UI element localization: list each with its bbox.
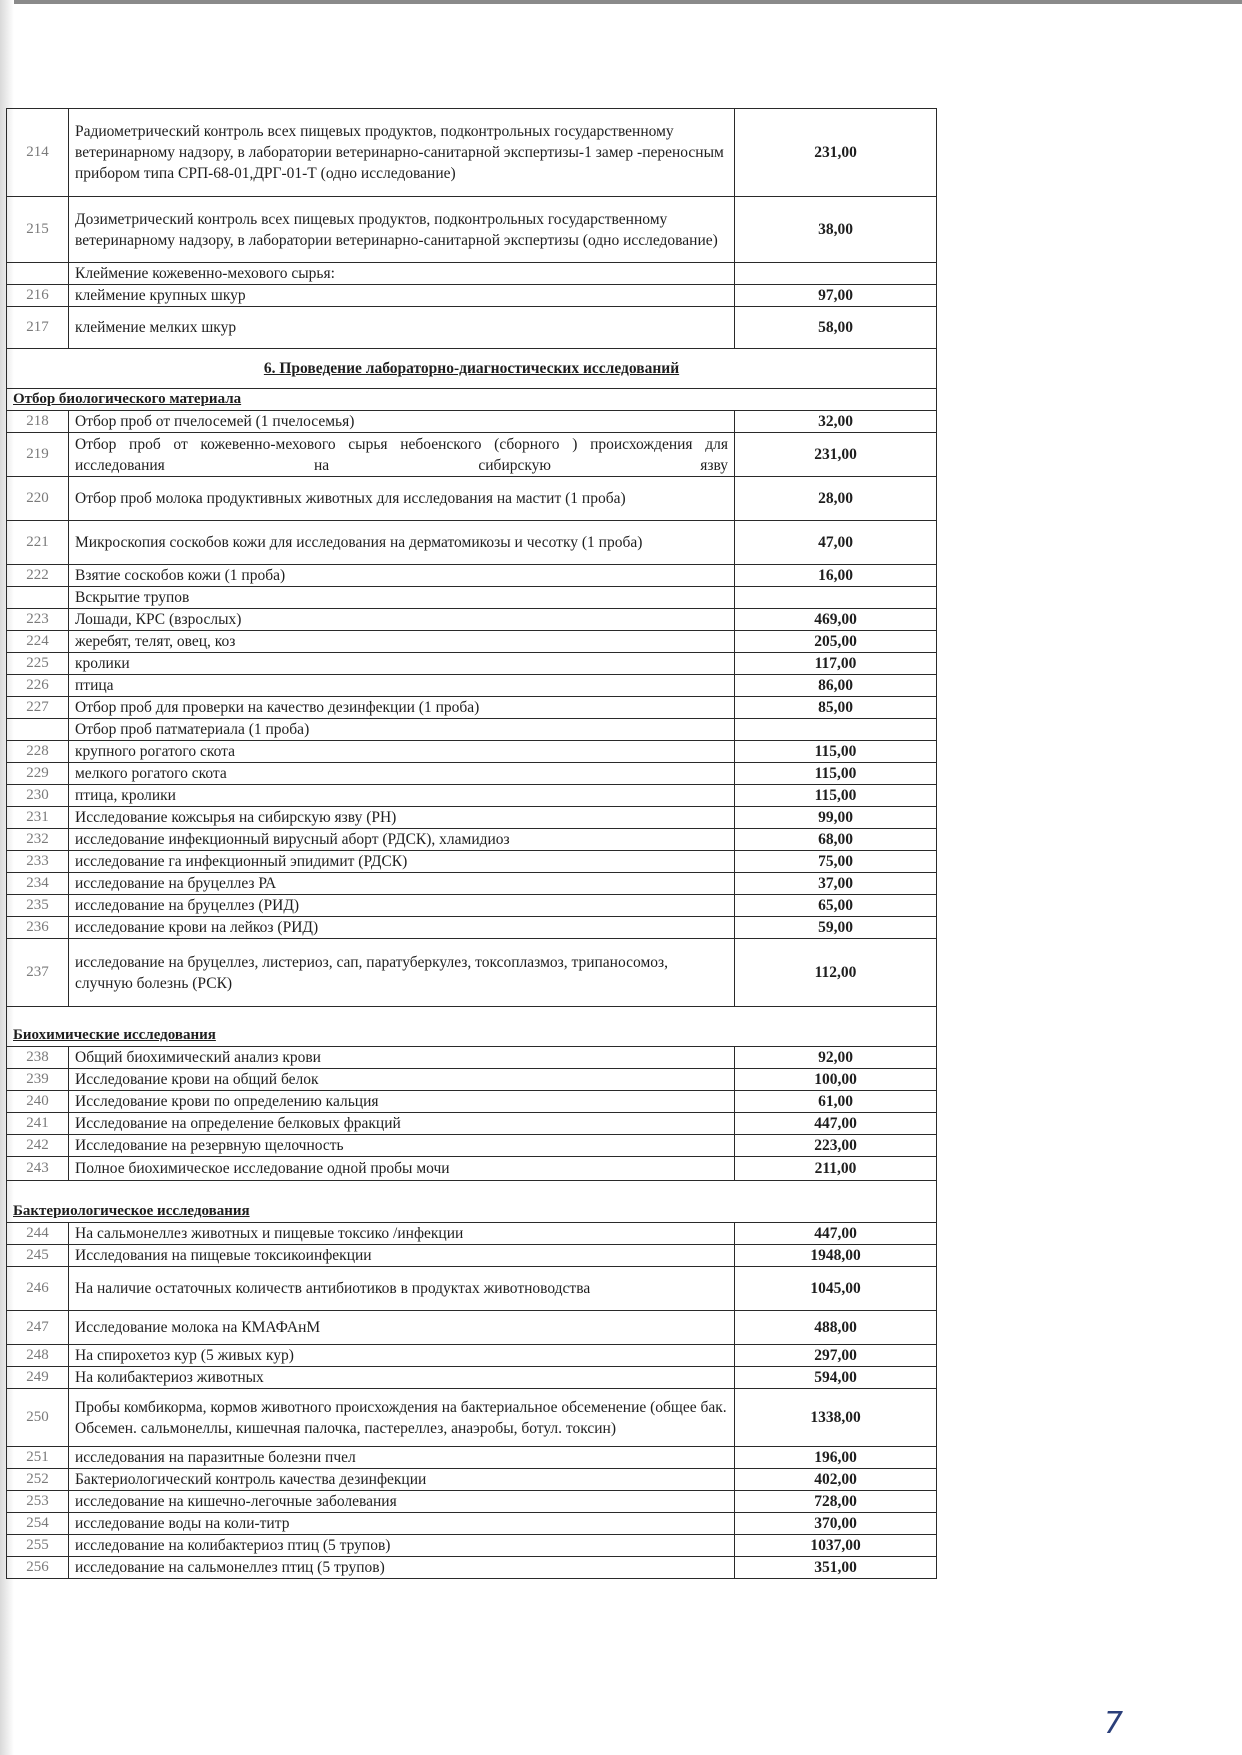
table-row xyxy=(7,197,937,263)
table-row xyxy=(7,263,937,285)
row-number: 239 xyxy=(7,1069,69,1091)
service-name: исследование инфекционный вирусный аборт (РДСК), хламидиоз xyxy=(69,829,735,851)
row-number: 232 xyxy=(7,829,69,851)
service-price: 115,00 xyxy=(735,785,937,807)
service-name: Отбор проб патматериала (1 проба) xyxy=(69,719,735,741)
service-price: 97,00 xyxy=(735,285,937,307)
service-price: 115,00 xyxy=(735,763,937,785)
group-heading: Бактериологическое исследования xyxy=(7,1181,937,1223)
row-number: 215 xyxy=(7,197,69,263)
service-name: исследование на бруцеллез, листериоз, сап, паратуберкулез, токсоплазмоз, трипаносомоз, случную болезнь (РСК) xyxy=(69,939,735,1007)
service-price: 47,00 xyxy=(735,521,937,565)
service-name: Отбор проб от пчелосемей (1 пчелосемья) xyxy=(69,411,735,433)
table-row xyxy=(7,873,937,895)
table-row xyxy=(7,411,937,433)
service-name: Отбор проб для проверки на качество дезинфекции (1 проба) xyxy=(69,697,735,719)
service-price: 117,00 xyxy=(735,653,937,675)
service-price: 59,00 xyxy=(735,917,937,939)
row-number xyxy=(7,263,69,285)
service-name: Исследование на резервную щелочность xyxy=(69,1135,735,1157)
table-row xyxy=(7,917,937,939)
table-row xyxy=(7,1245,937,1267)
group-heading-row xyxy=(7,1007,937,1047)
table-row xyxy=(7,1069,937,1091)
service-name: Микроскопия соскобов кожи для исследования на дерматомикозы и чесотку (1 проба) xyxy=(69,521,735,565)
table-row xyxy=(7,1267,937,1311)
table-row xyxy=(7,829,937,851)
row-number: 227 xyxy=(7,697,69,719)
table-row xyxy=(7,763,937,785)
table-row xyxy=(7,1389,937,1447)
service-price: 231,00 xyxy=(735,433,937,477)
service-price: 61,00 xyxy=(735,1091,937,1113)
row-number: 220 xyxy=(7,477,69,521)
table-row xyxy=(7,109,937,197)
row-number: 223 xyxy=(7,609,69,631)
service-name: Дозиметрический контроль всех пищевых продуктов, подконтрольных государственному ветеринарному надзору, в лаборатории ветеринарно-санитарной экспертизы (одно исследование) xyxy=(69,197,735,263)
table-row xyxy=(7,1513,937,1535)
table-row xyxy=(7,1157,937,1181)
row-number: 219 xyxy=(7,433,69,477)
page-number: 7 xyxy=(1104,1706,1124,1741)
row-number: 240 xyxy=(7,1091,69,1113)
row-number: 225 xyxy=(7,653,69,675)
row-number: 229 xyxy=(7,763,69,785)
service-price: 447,00 xyxy=(735,1223,937,1245)
row-number: 226 xyxy=(7,675,69,697)
row-number: 255 xyxy=(7,1535,69,1557)
service-name: исследование га инфекционный эпидимит (РДСК) xyxy=(69,851,735,873)
row-number: 236 xyxy=(7,917,69,939)
service-name: исследование на бруцеллез (РИД) xyxy=(69,895,735,917)
row-number: 214 xyxy=(7,109,69,197)
group-heading: Отбор биологического материала xyxy=(7,389,937,411)
service-price: 469,00 xyxy=(735,609,937,631)
row-number: 243 xyxy=(7,1157,69,1181)
service-price: 351,00 xyxy=(735,1557,937,1579)
service-name: На сальмонеллез животных и пищевые токсико /инфекции xyxy=(69,1223,735,1245)
service-price: 1948,00 xyxy=(735,1245,937,1267)
service-price: 68,00 xyxy=(735,829,937,851)
row-number: 256 xyxy=(7,1557,69,1579)
service-price: 1338,00 xyxy=(735,1389,937,1447)
row-number xyxy=(7,587,69,609)
service-price: 115,00 xyxy=(735,741,937,763)
row-number: 237 xyxy=(7,939,69,1007)
service-name: Исследование на определение белковых фракций xyxy=(69,1113,735,1135)
service-price: 86,00 xyxy=(735,675,937,697)
service-name: Исследование крови по определению кальция xyxy=(69,1091,735,1113)
table-row xyxy=(7,587,937,609)
table-row xyxy=(7,719,937,741)
table-row xyxy=(7,741,937,763)
service-price: 447,00 xyxy=(735,1113,937,1135)
service-name: Лошади, КРС (взрослых) xyxy=(69,609,735,631)
table-row xyxy=(7,1367,937,1389)
service-price: 402,00 xyxy=(735,1469,937,1491)
service-name: На наличие остаточных количеств антибиотиков в продуктах животноводства xyxy=(69,1267,735,1311)
table-row xyxy=(7,631,937,653)
service-price: 231,00 xyxy=(735,109,937,197)
service-price: 211,00 xyxy=(735,1157,937,1181)
service-name: исследование на колибактериоз птиц (5 трупов) xyxy=(69,1535,735,1557)
row-number: 245 xyxy=(7,1245,69,1267)
service-price: 38,00 xyxy=(735,197,937,263)
service-name: Пробы комбикорма, кормов животного происхождения на бактериальное обсеменение (общее бак. Обсемен. сальмонеллы, кишечная палочка, пастереллез, анаэробы, ботул. токсин) xyxy=(69,1389,735,1447)
service-name: крупного рогатого скота xyxy=(69,741,735,763)
service-price xyxy=(735,587,937,609)
row-number: 233 xyxy=(7,851,69,873)
row-number: 244 xyxy=(7,1223,69,1245)
group-heading-row xyxy=(7,1181,937,1223)
service-name: На колибактериоз животных xyxy=(69,1367,735,1389)
service-name: клеймение крупных шкур xyxy=(69,285,735,307)
row-number: 249 xyxy=(7,1367,69,1389)
row-number: 253 xyxy=(7,1491,69,1513)
service-name: На спирохетоз кур (5 живых кур) xyxy=(69,1345,735,1367)
table-row xyxy=(7,851,937,873)
row-number: 252 xyxy=(7,1469,69,1491)
row-number: 218 xyxy=(7,411,69,433)
section-heading-row xyxy=(7,349,937,389)
table-row xyxy=(7,307,937,349)
table-row xyxy=(7,653,937,675)
service-name: Отбор проб молока продуктивных животных для исследования на мастит (1 проба) xyxy=(69,477,735,521)
row-number: 242 xyxy=(7,1135,69,1157)
table-row xyxy=(7,1311,937,1345)
service-name: Вскрытие трупов xyxy=(69,587,735,609)
table-row xyxy=(7,1447,937,1469)
group-heading-row xyxy=(7,389,937,411)
price-table-body xyxy=(7,109,937,1579)
service-name: птица xyxy=(69,675,735,697)
service-name: исследование на сальмонеллез птиц (5 трупов) xyxy=(69,1557,735,1579)
row-number: 241 xyxy=(7,1113,69,1135)
table-row xyxy=(7,521,937,565)
service-price: 112,00 xyxy=(735,939,937,1007)
table-row xyxy=(7,609,937,631)
row-number: 247 xyxy=(7,1311,69,1345)
service-name: Общий биохимический анализ крови xyxy=(69,1047,735,1069)
row-number: 221 xyxy=(7,521,69,565)
row-number: 238 xyxy=(7,1047,69,1069)
price-list-sheet xyxy=(6,108,936,1579)
service-price: 65,00 xyxy=(735,895,937,917)
service-name: Исследования на пищевые токсикоинфекции xyxy=(69,1245,735,1267)
service-price: 196,00 xyxy=(735,1447,937,1469)
row-number: 246 xyxy=(7,1267,69,1311)
table-row xyxy=(7,1557,937,1579)
table-row xyxy=(7,895,937,917)
group-heading: Биохимические исследования xyxy=(7,1007,937,1047)
row-number: 230 xyxy=(7,785,69,807)
scan-top-edge xyxy=(0,0,1242,4)
table-row xyxy=(7,785,937,807)
row-number: 224 xyxy=(7,631,69,653)
service-price: 223,00 xyxy=(735,1135,937,1157)
row-number: 251 xyxy=(7,1447,69,1469)
service-price: 85,00 xyxy=(735,697,937,719)
table-row xyxy=(7,1135,937,1157)
service-price: 75,00 xyxy=(735,851,937,873)
service-name: исследование воды на коли-титр xyxy=(69,1513,735,1535)
service-price: 488,00 xyxy=(735,1311,937,1345)
service-price: 99,00 xyxy=(735,807,937,829)
row-number: 231 xyxy=(7,807,69,829)
service-price: 32,00 xyxy=(735,411,937,433)
service-name: Радиометрический контроль всех пищевых продуктов, подконтрольных государственному ветеринарному надзору, в лаборатории ветеринарно-санитарной экспертизы-1 замер -переносным прибором типа СРП-68-01,ДРГ-01-Т (одно исследование) xyxy=(69,109,735,197)
table-row xyxy=(7,1091,937,1113)
service-name: Взятие соскобов кожи (1 проба) xyxy=(69,565,735,587)
row-number: 217 xyxy=(7,307,69,349)
service-price: 1037,00 xyxy=(735,1535,937,1557)
service-name: исследование на бруцеллез РА xyxy=(69,873,735,895)
row-number: 222 xyxy=(7,565,69,587)
service-price: 205,00 xyxy=(735,631,937,653)
service-name: Исследование молока на КМАФАнМ xyxy=(69,1311,735,1345)
row-number: 235 xyxy=(7,895,69,917)
service-name: исследование на кишечно-легочные заболевания xyxy=(69,1491,735,1513)
service-name: Полное биохимическое исследование одной пробы мочи xyxy=(69,1157,735,1181)
service-name: Отбор проб от кожевенно-мехового сырья небоенского (сборного ) происхождения для исследования на сибирскую язву xyxy=(69,433,735,477)
table-row xyxy=(7,1223,937,1245)
service-price: 297,00 xyxy=(735,1345,937,1367)
service-name: жеребят, телят, овец, коз xyxy=(69,631,735,653)
table-row xyxy=(7,1113,937,1135)
table-row xyxy=(7,807,937,829)
service-price: 370,00 xyxy=(735,1513,937,1535)
row-number: 250 xyxy=(7,1389,69,1447)
table-row xyxy=(7,675,937,697)
service-price: 728,00 xyxy=(735,1491,937,1513)
table-row xyxy=(7,477,937,521)
service-name: Клеймение кожевенно-мехового сырья: xyxy=(69,263,735,285)
service-price xyxy=(735,719,937,741)
service-price: 28,00 xyxy=(735,477,937,521)
row-number: 216 xyxy=(7,285,69,307)
service-price: 16,00 xyxy=(735,565,937,587)
row-number: 248 xyxy=(7,1345,69,1367)
service-price: 92,00 xyxy=(735,1047,937,1069)
table-row xyxy=(7,1491,937,1513)
service-price xyxy=(735,263,937,285)
service-price: 1045,00 xyxy=(735,1267,937,1311)
table-row xyxy=(7,939,937,1007)
service-name: Исследование крови на общий белок xyxy=(69,1069,735,1091)
service-price: 58,00 xyxy=(735,307,937,349)
row-number xyxy=(7,719,69,741)
service-name: клеймение мелких шкур xyxy=(69,307,735,349)
section-heading: 6. Проведение лабораторно-диагностических исследований xyxy=(7,349,937,389)
service-price: 594,00 xyxy=(735,1367,937,1389)
row-number: 254 xyxy=(7,1513,69,1535)
service-name: исследование крови на лейкоз (РИД) xyxy=(69,917,735,939)
table-row xyxy=(7,1345,937,1367)
table-row xyxy=(7,285,937,307)
table-row xyxy=(7,1047,937,1069)
service-name: мелкого рогатого скота xyxy=(69,763,735,785)
table-row xyxy=(7,1535,937,1557)
service-price: 37,00 xyxy=(735,873,937,895)
table-row xyxy=(7,697,937,719)
table-row xyxy=(7,565,937,587)
row-number: 234 xyxy=(7,873,69,895)
service-name: птица, кролики xyxy=(69,785,735,807)
row-number: 228 xyxy=(7,741,69,763)
table-row xyxy=(7,433,937,477)
service-name: Исследование кожсырья на сибирскую язву (РН) xyxy=(69,807,735,829)
price-table xyxy=(6,108,937,1579)
table-row xyxy=(7,1469,937,1491)
service-name: исследования на паразитные болезни пчел xyxy=(69,1447,735,1469)
service-name: Бактериологический контроль качества дезинфекции xyxy=(69,1469,735,1491)
service-name: кролики xyxy=(69,653,735,675)
service-price: 100,00 xyxy=(735,1069,937,1091)
